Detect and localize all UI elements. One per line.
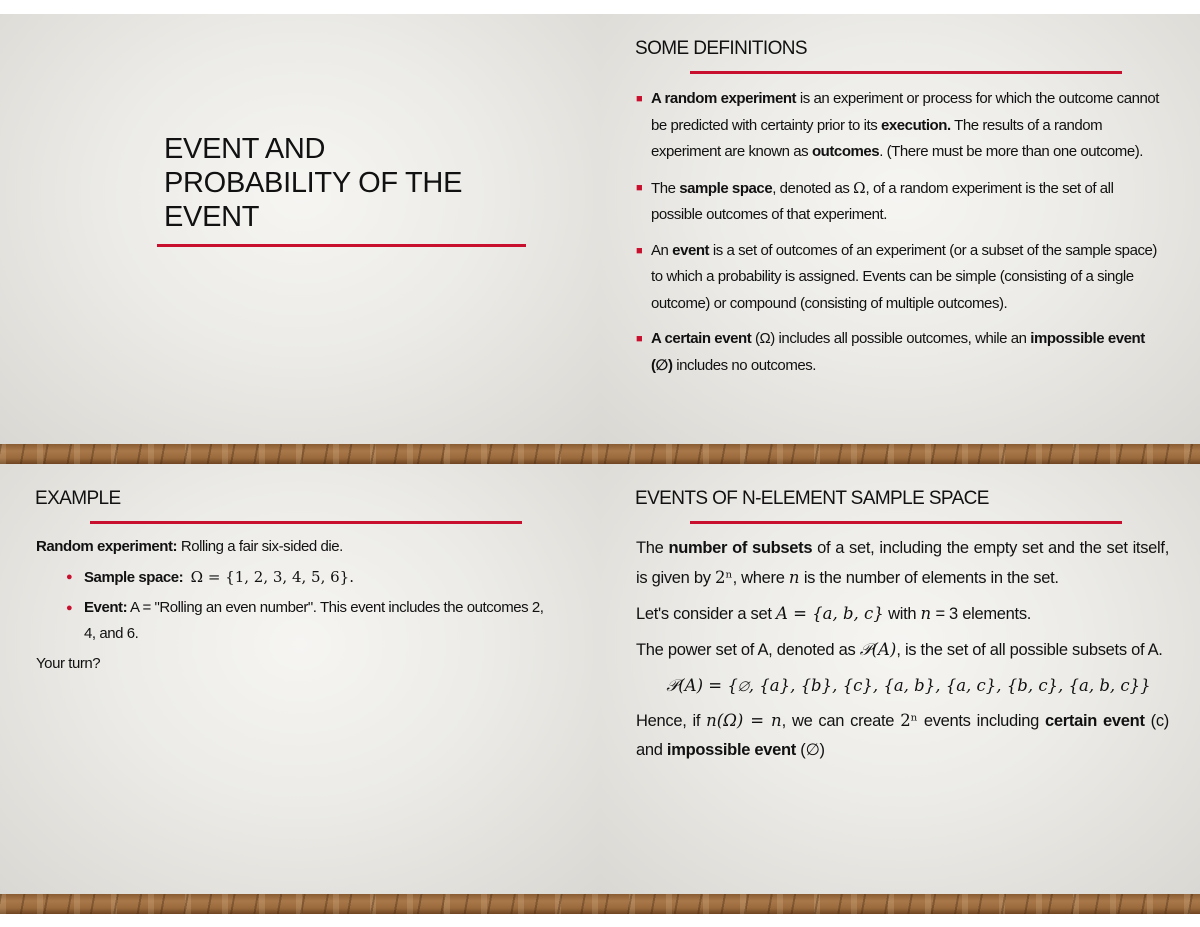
definition-item — [636, 86, 1166, 166]
math-expression: Ω = {1, 2, 3, 4, 5, 6}. — [190, 568, 354, 586]
power-set-formula: 𝒫(A) = {∅, {a}, {b}, {c}, {a, b}, {a, c}, {b, c}, {a, b, c}} — [666, 676, 1151, 695]
term: Sample space: — [84, 569, 184, 586]
event-item — [36, 595, 556, 647]
text: . (There must be more than one outcome). — [879, 143, 1144, 160]
text: , where — [732, 569, 789, 587]
text: is the number of elements in the set. — [799, 569, 1059, 587]
wood-floor-divider — [0, 444, 1200, 464]
bullet-icon: ■ — [636, 333, 643, 345]
text: The — [636, 539, 669, 557]
term: outcomes — [811, 143, 880, 160]
term: execution. — [881, 116, 951, 134]
text: with — [883, 605, 921, 623]
text: The results of a random experiment are known as — [651, 116, 1103, 160]
title-underline — [157, 244, 526, 247]
bullet-icon: ● — [66, 602, 73, 614]
text: is an experiment or process for which the outcome cannot be predicted with certainty prior to its — [651, 90, 1159, 134]
text: , we can create — [781, 712, 901, 730]
paragraph — [636, 635, 1169, 665]
text: The power set of A, denoted as — [636, 641, 860, 659]
text: Let's consider a set — [636, 605, 776, 623]
text: includes no outcomes. — [672, 356, 817, 374]
term: Random experiment: — [36, 538, 178, 555]
section-underline — [90, 521, 522, 524]
text: Hence, if — [636, 712, 707, 730]
math-symbol: n — [920, 604, 932, 623]
sample-space-item — [36, 564, 556, 591]
text: = 3 elements. — [931, 605, 1032, 623]
math-expression: 2ⁿ — [900, 711, 918, 730]
title-line: EVENT AND — [164, 133, 326, 165]
math-expression: 𝒫(A) — [859, 640, 897, 659]
section-underline — [690, 71, 1122, 74]
text: ) and — [636, 712, 1169, 759]
text: is a set of outcomes of an experiment (or a subset of the sample space) to which a probability is assigned. Events can be simple (consisting of a single outcome) or compound (consisting of multiple outcomes). — [651, 241, 1157, 312]
term: A random experiment — [651, 90, 797, 107]
example-body — [36, 534, 556, 681]
text: of a set, including the empty set and the set itself, is given by — [636, 539, 1169, 587]
paragraph — [636, 534, 1169, 593]
section-title: SOME DEFINITIONS — [635, 38, 807, 59]
term: Event: — [84, 599, 128, 616]
definition-item — [636, 326, 1166, 379]
term: certain event — [1045, 712, 1145, 730]
text: events including — [917, 712, 1046, 730]
wood-floor-divider — [0, 894, 1200, 914]
paragraph — [636, 599, 1169, 629]
text: (Ω) includes all possible outcomes, while an — [751, 330, 1031, 347]
definition-item — [636, 238, 1166, 318]
term: impossible event — [666, 741, 796, 759]
term: A certain event — [651, 330, 752, 347]
text: The — [651, 179, 680, 197]
term: impossible event (∅) — [651, 330, 1145, 374]
bullet-icon: ■ — [636, 181, 643, 194]
term: event — [672, 241, 710, 259]
math-expression: A = {a, b, c} — [775, 604, 884, 623]
slide-events — [600, 464, 1200, 894]
text: c — [1155, 712, 1164, 730]
text: , denoted as — [772, 179, 854, 197]
text: A = "Rolling an even number". This event includes the outcomes 2, 4, and 6. — [84, 599, 544, 642]
section-title: EXAMPLE — [35, 488, 121, 509]
events-body — [636, 534, 1169, 771]
title-line: PROBABILITY OF THE — [164, 167, 463, 199]
definitions-list — [636, 86, 1166, 388]
text: An — [651, 241, 673, 259]
slide-main-title — [164, 132, 544, 234]
math-symbol: n — [788, 568, 800, 587]
slide-definitions — [600, 14, 1200, 444]
slide-sheet — [0, 14, 1200, 915]
title-line: EVENT — [164, 201, 260, 233]
text: ( — [1144, 712, 1156, 730]
text: Rolling a fair six-sided die. — [177, 538, 343, 555]
bullet-icon: ■ — [636, 93, 643, 105]
definition-item — [636, 175, 1166, 229]
math-symbol: Ω — [853, 178, 866, 197]
math-expression: n(Ω) = n — [706, 711, 782, 730]
term: number of subsets — [668, 539, 813, 557]
bullet-icon: ■ — [636, 244, 643, 257]
term: sample space — [679, 179, 773, 197]
text: , is the set of all possible subsets of A. — [896, 641, 1163, 659]
bullet-icon: ● — [66, 571, 73, 583]
slide-example — [0, 464, 600, 894]
text: (∅) — [796, 741, 825, 759]
slide-title — [0, 14, 600, 444]
math-expression: 2ⁿ — [714, 568, 733, 587]
experiment-line — [36, 534, 556, 560]
section-underline — [690, 521, 1122, 524]
section-title: EVENTS OF N-ELEMENT SAMPLE SPACE — [635, 488, 989, 509]
text: , of a random experiment is the set of all possible outcomes of that experiment. — [651, 179, 1114, 223]
your-turn-line: Your turn? — [36, 655, 101, 672]
paragraph — [636, 706, 1169, 765]
